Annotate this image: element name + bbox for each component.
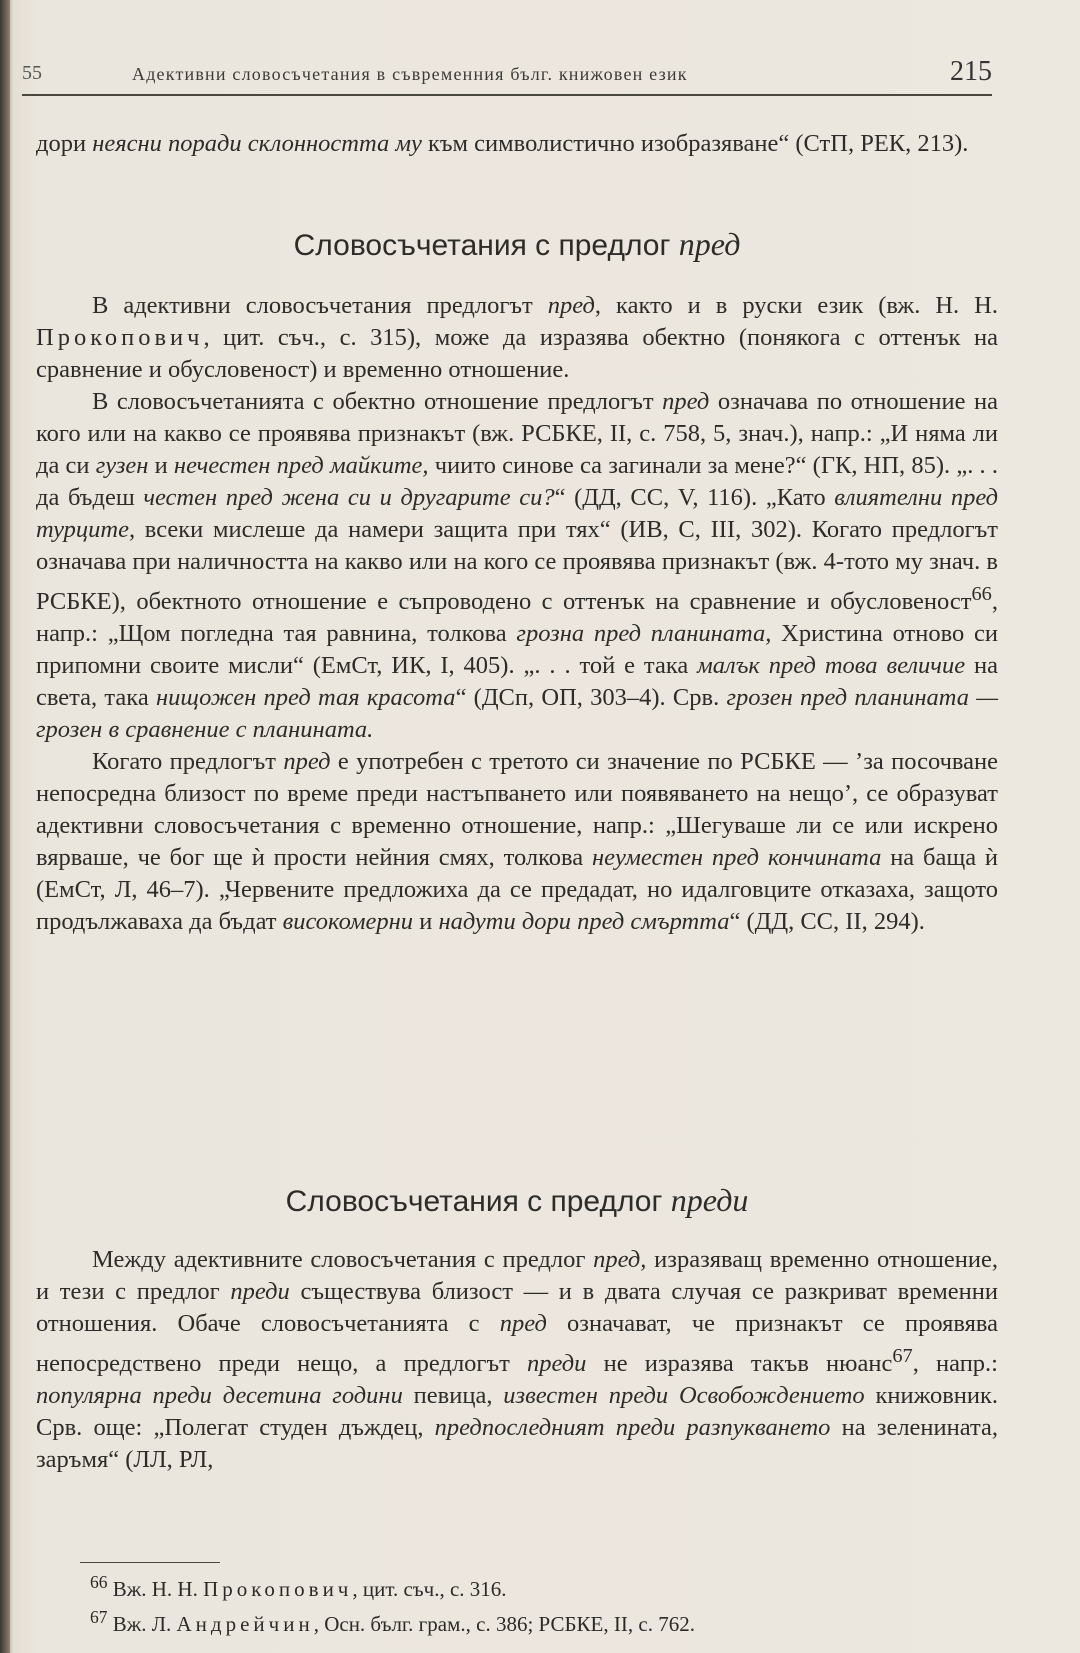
italic-text: нечестен пред майките, xyxy=(173,452,429,479)
italic-text: пред xyxy=(547,292,595,319)
italic-text: неуместен пред кончината xyxy=(591,844,882,872)
text-run: , напр.: „Щом погледна тая равнина, толкова xyxy=(36,588,998,648)
italic-text: честен пред жена си и другарите си? xyxy=(143,484,555,511)
footnote-rule xyxy=(80,1562,220,1563)
running-header-title: Адективни словосъчетания в съвременния бълг. книжовен език xyxy=(132,64,688,84)
text-run: В словосъчетанията с обектно отношение предлогът xyxy=(92,388,663,415)
text-run: Вж. Н. Н. xyxy=(112,1577,204,1601)
italic-text: пред xyxy=(499,1310,547,1337)
text-run: и xyxy=(413,908,439,936)
text-run: означават, че признакът се проявява непосредствено преди нещо, а предлогът xyxy=(36,1310,998,1378)
text-run: Между адективните словосъчетания с предлог xyxy=(92,1246,594,1273)
book-spine xyxy=(0,0,10,1653)
text-run: съществува близост — и в двата случая се разкриват временни отношения. Обаче словосъчетанията с xyxy=(36,1278,998,1337)
author-name: Прокопович xyxy=(36,324,204,351)
text-run: Христина отново си припомни своите мисли“ (ЕмСт, ИК, I, 405). „. . . той е така xyxy=(36,620,999,680)
italic-text: нищожен пред тая красота xyxy=(155,684,456,712)
text-run: , както и в руски език (вж. Н. Н. xyxy=(594,292,998,319)
intro-text xyxy=(36,128,998,160)
italic-text: малък пред това величие xyxy=(697,652,966,680)
italic-text: известен преди Освобождението xyxy=(503,1382,865,1410)
text-run: означава по отношение на кого или на какво се проявява признакът (вж. РСБКЕ, II, с. 758, 5, знач.), напр.: „И няма ли да си xyxy=(36,388,998,479)
section-heading-italic: преди xyxy=(670,1182,749,1218)
paragraph xyxy=(36,290,998,386)
footnote-ref: 67 xyxy=(892,1345,913,1367)
italic-text: гузен xyxy=(95,452,149,479)
footnotes xyxy=(90,1568,970,1638)
paragraph xyxy=(36,1244,998,1476)
footnote-text xyxy=(113,1612,695,1636)
italic-text: грозна пред планината, xyxy=(516,620,772,648)
italic-text: популярна преди десетина години xyxy=(36,1382,403,1410)
section-heading-italic: пред xyxy=(678,226,741,262)
text-run: на света, така xyxy=(36,652,998,712)
text-run: книжовник. Срв. още: „Полегат студен дъждец, xyxy=(36,1382,999,1442)
text-run: Вж. Л. xyxy=(112,1612,177,1636)
italic-text: пред, xyxy=(593,1246,647,1273)
italic-text: преди xyxy=(230,1278,290,1305)
text-run: Когато предлогът xyxy=(92,748,284,776)
text-run: не изразява такъв нюанс xyxy=(586,1350,893,1378)
section-heading-pred xyxy=(36,226,998,263)
text-run: В адективни словосъчетания предлогът xyxy=(92,292,548,319)
italic-text: грозен пред планината — грозен в сравнение с планината. xyxy=(36,684,998,744)
text-run: , Осн. бълг. грам., с. 386; РСБКЕ, II, с. 762. xyxy=(313,1612,695,1636)
italic-text: влиятелни пред турците, xyxy=(36,484,998,543)
text-run: певица, xyxy=(402,1382,504,1410)
author-name: Андрейчин xyxy=(176,1612,314,1636)
text-run: , напр.: xyxy=(912,1350,998,1378)
text-run: е употребен с третото си значение по РСБКЕ — ’за посочване непосредна близост по време преди настъпването или появяването на нещо’, се образуват адективни словосъчетания с временно отношение, напр.: „Шегуваше ли се или искрено вярваше, че бог ще ѝ прости нейния смях, толкова xyxy=(36,748,999,872)
text-run: към символистично изобразяване“ (СтП, РЕК, 213). xyxy=(421,130,969,157)
italic-text: преди xyxy=(527,1350,587,1378)
paragraph xyxy=(36,386,998,746)
footnote-number: 67 xyxy=(90,1607,108,1627)
text-run: , цит. съч., с. 315), може да изразява обектно (понякога с оттенък на сравнение и обусловеност) и временно отношение. xyxy=(36,324,998,383)
text-run: на зеленината, заръмя“ (ЛЛ, РЛ, xyxy=(36,1414,999,1474)
text-run: изразяващ временно отношение, и тези с предлог xyxy=(36,1246,998,1305)
italic-text: пред xyxy=(662,388,710,415)
text-run: на баща ѝ (ЕмСт, Л, 46–7). „Червените предложиха да се предадат, но идалговците отказаха, защото продължаваха да бъдат xyxy=(36,844,998,936)
footnote-number: 66 xyxy=(90,1572,108,1592)
author-name: Прокопович xyxy=(203,1577,353,1601)
paragraph xyxy=(36,746,998,938)
page-number: 215 xyxy=(950,56,992,87)
text-run: дори xyxy=(36,130,93,157)
intro-paragraph xyxy=(36,128,998,160)
italic-text: пред xyxy=(283,748,331,776)
footnote-66 xyxy=(90,1568,970,1603)
section-body-predi xyxy=(36,1244,998,1476)
text-run: чиито синове са загинали за мене?“ (ГК, НП, 85). „. . . да бъдеш xyxy=(36,452,998,511)
section-heading-text: Словосъчетания с предлог xyxy=(285,1185,663,1218)
text-run: всеки мислеше да намери защита при тях“ (ИВ, С, III, 302). Когато предлогът означава при наличността на какво или на кого се проявява признакът (вж. 4-тото му знач. в РСБКЕ), обектното отношение е съпроводено с оттенък на сравнение и обусловеност xyxy=(36,516,998,616)
footnote-ref: 66 xyxy=(971,583,992,605)
text-run: “ (ДД, СС, II, 294). xyxy=(729,908,925,936)
text-run: “ (ДД, СС, V, 116). „Като xyxy=(554,484,835,511)
footnote-text xyxy=(113,1577,507,1601)
running-header xyxy=(22,58,992,96)
italic-text: предпоследният преди разпукването xyxy=(434,1414,831,1442)
section-body-pred xyxy=(36,290,998,938)
text-run: , цит. съч., с. 316. xyxy=(352,1577,507,1601)
section-heading-text: Словосъчетания с предлог xyxy=(293,229,671,262)
text-run: “ (ДСп, ОП, 303–4). Срв. xyxy=(455,684,727,712)
italic-text: неясни поради склонността му xyxy=(92,130,422,157)
italic-text: високомерни xyxy=(282,908,414,936)
running-header-left-number: 55 xyxy=(22,62,42,84)
text-run: и xyxy=(148,452,174,479)
section-heading-predi xyxy=(36,1182,998,1219)
footnote-67 xyxy=(90,1603,970,1638)
italic-text: надути дори пред смъртта xyxy=(438,908,730,936)
